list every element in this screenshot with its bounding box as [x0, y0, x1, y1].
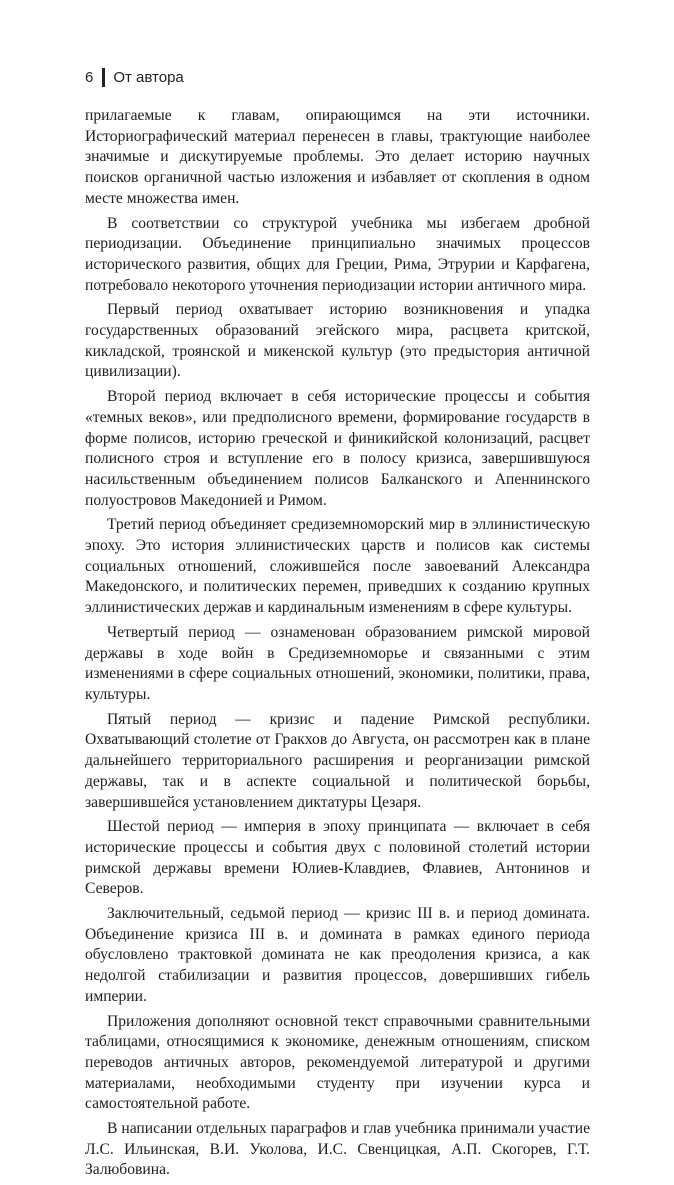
- paragraph-first-period: Первый период охватывает историю возникновения и упадка государственных образований эгейского мира, расцвета критской, кикладской, троянской и микенской культур (это предыстория античной цивилизации).: [85, 301, 590, 381]
- paragraph-seventh-period: Заключительный, седьмой период — кризис III в. и период домината. Объединение кризиса III в. и домината в рамках единого периода обусловлено трактовкой домината не как преодоления кризиса, а как недолгой стабилизации и развития процессов, довершивших гибель империи.: [85, 905, 590, 1005]
- running-header: [85, 66, 184, 88]
- body-text: [85, 106, 590, 1185]
- paragraph-appendices: Приложения дополняют основной текст справочными сравнительными таблицами, относящимися к экономике, денежным отношениям, списком переводов античных авторов, рекомендуемой литературой и другими материалами, необходимыми студенту при изучении курса и самостоятельной работе.: [85, 1012, 590, 1113]
- paragraph-contributors: В написании отдельных параграфов и глав учебника принимали участие Л.С. Ильинская, В.И. Уколова, И.С. Свенцицкая, А.П. Скогорев, Г.Т. Залюбовина.: [85, 1120, 590, 1179]
- header-divider: [102, 68, 105, 87]
- page-number: 6: [85, 68, 94, 86]
- paragraph-second-period: Второй период включает в себя исторические процессы и события «темных веков», или предполисного времени, формирование государств в форме полисов, историю греческой и финикийской колонизаций, расцвет полисного строя и вступление его в полосу кризиса, завершившуюся насильственным объединением полисов Балканского и Апеннинского полуостровов Македонией и Римом.: [85, 388, 590, 509]
- paragraph-third-period: Третий период объединяет средиземноморский мир в эллинистическую эпоху. Это история эллинистических царств и полисов как системы социальных отношений, сложившейся после завоеваний Александра Македонского, и политических перемен, приведших к созданию крупных эллинистических держав и кардинальным изменениям в сфере культуры.: [85, 516, 590, 617]
- running-title: От автора: [113, 68, 184, 86]
- paragraph-periodization-intro: В соответствии со структурой учебника мы избегаем дробной периодизации. Объединение принципиально значимых процессов исторического развития, общих для Греции, Рима, Этрурии и Карфагена, потребовало некоторого уточнения периодизации истории античного мира.: [85, 214, 590, 294]
- paragraph-sixth-period: Шестой период — империя в эпоху принципата — включает в себя исторические процессы и события двух с половиной столетий истории римской державы времени Юлиев-Клавдиев, Флавиев, Антонинов и Северов.: [85, 818, 590, 898]
- paragraph-continued: прилагаемые к главам, опирающимся на эти источники. Историографический материал перенесен в главы, трактующие наиболее значимые и дискутируемые проблемы. Это делает историю научных поисков органичной частью изложения и избавляет от скопления в одном месте множества имен.: [85, 107, 590, 207]
- paragraph-fifth-period: Пятый период — кризис и падение Римской республики. Охватывающий столетие от Гракхов до Августа, он рассмотрен как в плане дальнейшего территориального расширения и реорганизации римской державы, так и в аспекте социальной и политической борьбы, завершившейся установлением диктатуры Цезаря.: [85, 710, 590, 811]
- paragraph-fourth-period: Четвертый период — ознаменован образованием римской мировой державы в ходе войн в Средиземноморье и связанными с этим изменениями в сфере социальных отношений, экономики, политики, права, культуры.: [85, 623, 590, 703]
